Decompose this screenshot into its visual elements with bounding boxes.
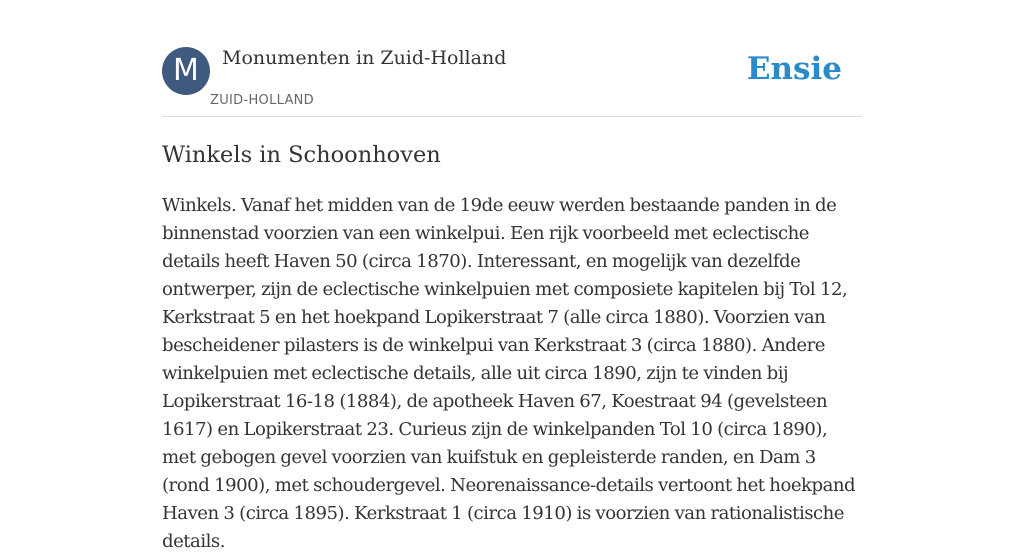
avatar[interactable]: M [162, 47, 210, 95]
article-body: Winkels. Vanaf het midden van de 19de eeuw werden bestaande panden in de binnenstad voorzien van een winkelpui. Een rijk voorbeeld met eclectische details heeft Haven 50 (circa 1870). Interessant, en mogelijk van dezelfde ontwerper, zijn de eclectische winkelpuien met composiete kapitelen bij Tol 12, Kerkstraat 5 en het hoekpand Lopikerstraat 7 (alle circa 1880). Voorzien van bescheidener pilasters is de winkelpui van Kerkstraat 3 (circa 1880). Andere winkelpuien met eclectische details, alle uit circa 1890, zijn te vinden bij Lopikerstraat 16-18 (1884), de apotheek Haven 67, Koestraat 94 (gevelsteen 1617) en Lopikerstraat 23. Curieus zijn de winkelpanden Tol 10 (circa 1890), met gebogen gevel voorzien van kuifstuk en gepleisterde randen, en Dam 3 (rond 1900), met schoudergevel. Neorenaissance-details vertoont het hoekpand Haven 3 (circa 1895). Kerkstraat 1 (circa 1910) is voorzien van rationalistische details. [162, 195, 856, 552]
header [162, 46, 862, 117]
category-label[interactable]: ZUID-HOLLAND [210, 93, 314, 108]
book-title-link[interactable]: Monumenten in Zuid-Holland [222, 47, 507, 69]
article-title: Winkels in Schoonhoven [162, 142, 441, 168]
ensie-logo[interactable]: Ensie [746, 51, 842, 87]
